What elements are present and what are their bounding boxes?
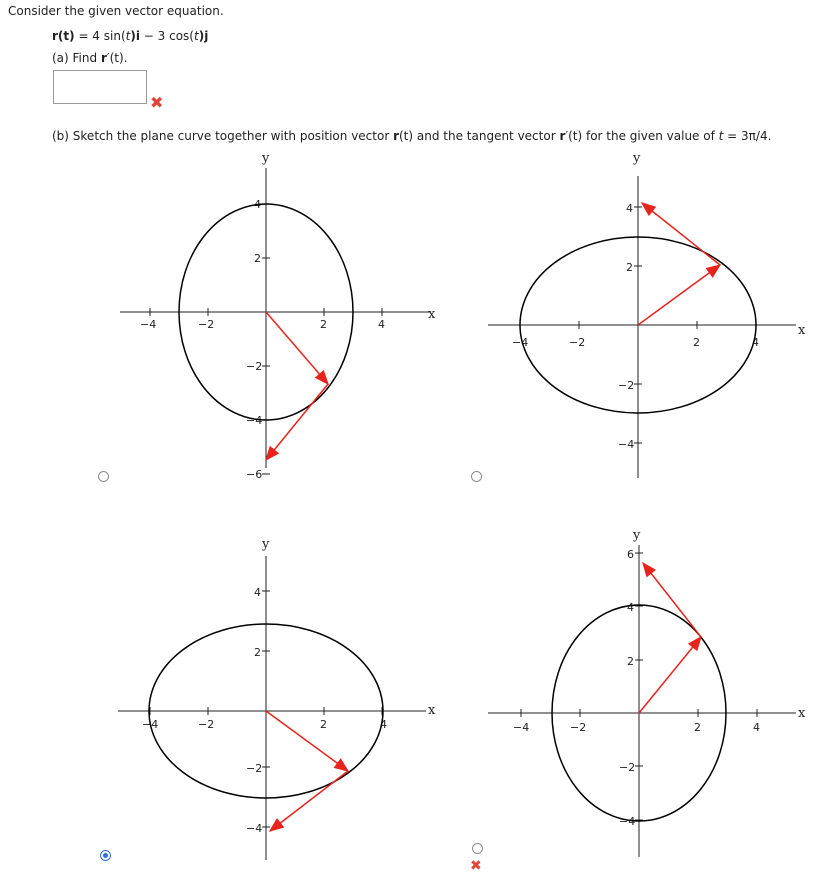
graph4-ytick-1: 6	[627, 548, 634, 561]
graph3-ytick-1: 4	[254, 586, 261, 599]
graph2-position-vector	[638, 265, 720, 325]
graph4-x-label: x	[798, 706, 806, 721]
part-b-mid2: ′(t) for the given value of	[565, 129, 719, 143]
graph4-ytick-5: −4	[619, 815, 636, 828]
part-b-prompt	[52, 129, 771, 143]
graph3-y-label: y	[262, 537, 270, 552]
eq-part: = 4 sin(	[74, 29, 126, 43]
graph2-tangent-vector	[642, 203, 720, 265]
graph3-xtick-2: −2	[198, 718, 215, 731]
graph4-xtick-4: 4	[753, 721, 760, 734]
eq-lhs: r(t)	[52, 29, 75, 43]
graph4-ytick-2: 4	[627, 601, 634, 614]
part-a-prefix: (a) Find	[52, 51, 101, 65]
graph-option-1	[110, 148, 450, 478]
graph4-ytick-3: 2	[627, 655, 634, 668]
graph1-xtick-4: 4	[378, 318, 385, 331]
graph1-xtick-3: 2	[320, 318, 327, 331]
graph1-ytick-1: 4	[254, 198, 261, 211]
graph4-position-vector	[639, 637, 701, 713]
graph2-xtick-1: −4	[512, 336, 529, 349]
part-b-r: r	[393, 129, 399, 143]
part-b-mid1: (t) and the tangent vector	[399, 129, 560, 143]
graph1-ytick-4: −4	[246, 414, 263, 427]
graph3-xtick-1: −4	[142, 718, 159, 731]
graph4-ytick-4: −2	[619, 761, 636, 774]
part-a-label	[52, 51, 127, 65]
graph2-x-label: x	[798, 323, 806, 338]
graph1-ytick-5: −6	[246, 468, 263, 478]
eq-mid: − 3 cos(	[139, 29, 194, 43]
graph1-ytick-2: 2	[254, 252, 261, 265]
graph4-xtick-3: 2	[694, 721, 701, 734]
graph1-xtick-1: −4	[140, 318, 157, 331]
graph1-y-label: y	[262, 151, 270, 166]
graph3-ytick-4: −4	[246, 822, 263, 835]
part-b-value: = 3π/4.	[723, 129, 772, 143]
graph3-ytick-3: −2	[246, 762, 263, 775]
eq-j: )j	[198, 29, 209, 43]
graph1-position-vector	[266, 312, 328, 384]
part-a-bold: r	[100, 51, 107, 65]
part-b-rp: r	[559, 129, 566, 143]
graph3-position-vector	[266, 711, 348, 771]
option-1-radio[interactable]	[98, 471, 109, 482]
graph2-ytick-3: −2	[618, 379, 635, 392]
graph3-xtick-4: 4	[380, 718, 387, 731]
graph1-xtick-2: −2	[198, 318, 215, 331]
graph-option-2	[480, 148, 810, 488]
graph2-ytick-1: 4	[626, 202, 633, 215]
graph2-xtick-4: 4	[752, 336, 759, 349]
graph2-xtick-3: 2	[693, 336, 700, 349]
part-b-prefix: (b) Sketch the plane curve together with position vector	[52, 129, 394, 143]
graph3-ytick-2: 2	[254, 646, 261, 659]
eq-t1: t	[125, 29, 131, 43]
graph1-tangent-vector	[266, 384, 328, 460]
graph-option-4	[480, 525, 810, 860]
option-4-wrong-x-icon: ✖	[470, 858, 482, 874]
graph4-y-label: y	[633, 528, 641, 543]
eq-t2: t	[193, 29, 199, 43]
graph2-ytick-2: 2	[626, 261, 633, 274]
eq-i: )i	[130, 29, 140, 43]
graph4-xtick-2: −2	[570, 721, 587, 734]
graph3-x-label: x	[428, 703, 436, 718]
graph1-ytick-3: −2	[246, 360, 263, 373]
graph1-x-label: x	[428, 307, 436, 322]
part-a-answer-input[interactable]	[53, 70, 147, 104]
graph4-xtick-1: −4	[513, 721, 530, 734]
graph2-y-label: y	[633, 151, 641, 166]
graph3-tangent-vector	[270, 771, 348, 831]
intro-text: Consider the given vector equation.	[8, 4, 224, 18]
graph2-xtick-2: −2	[569, 336, 586, 349]
graph4-tangent-vector	[643, 563, 701, 637]
graph3-xtick-3: 2	[320, 718, 327, 731]
part-a-suffix: ′(t).	[106, 51, 128, 65]
graph-option-3	[110, 530, 450, 865]
vector-equation	[52, 29, 208, 43]
wrong-x-icon: ✖	[150, 93, 164, 112]
part-b-t: t	[718, 129, 724, 143]
graph2-ytick-4: −4	[618, 438, 635, 451]
